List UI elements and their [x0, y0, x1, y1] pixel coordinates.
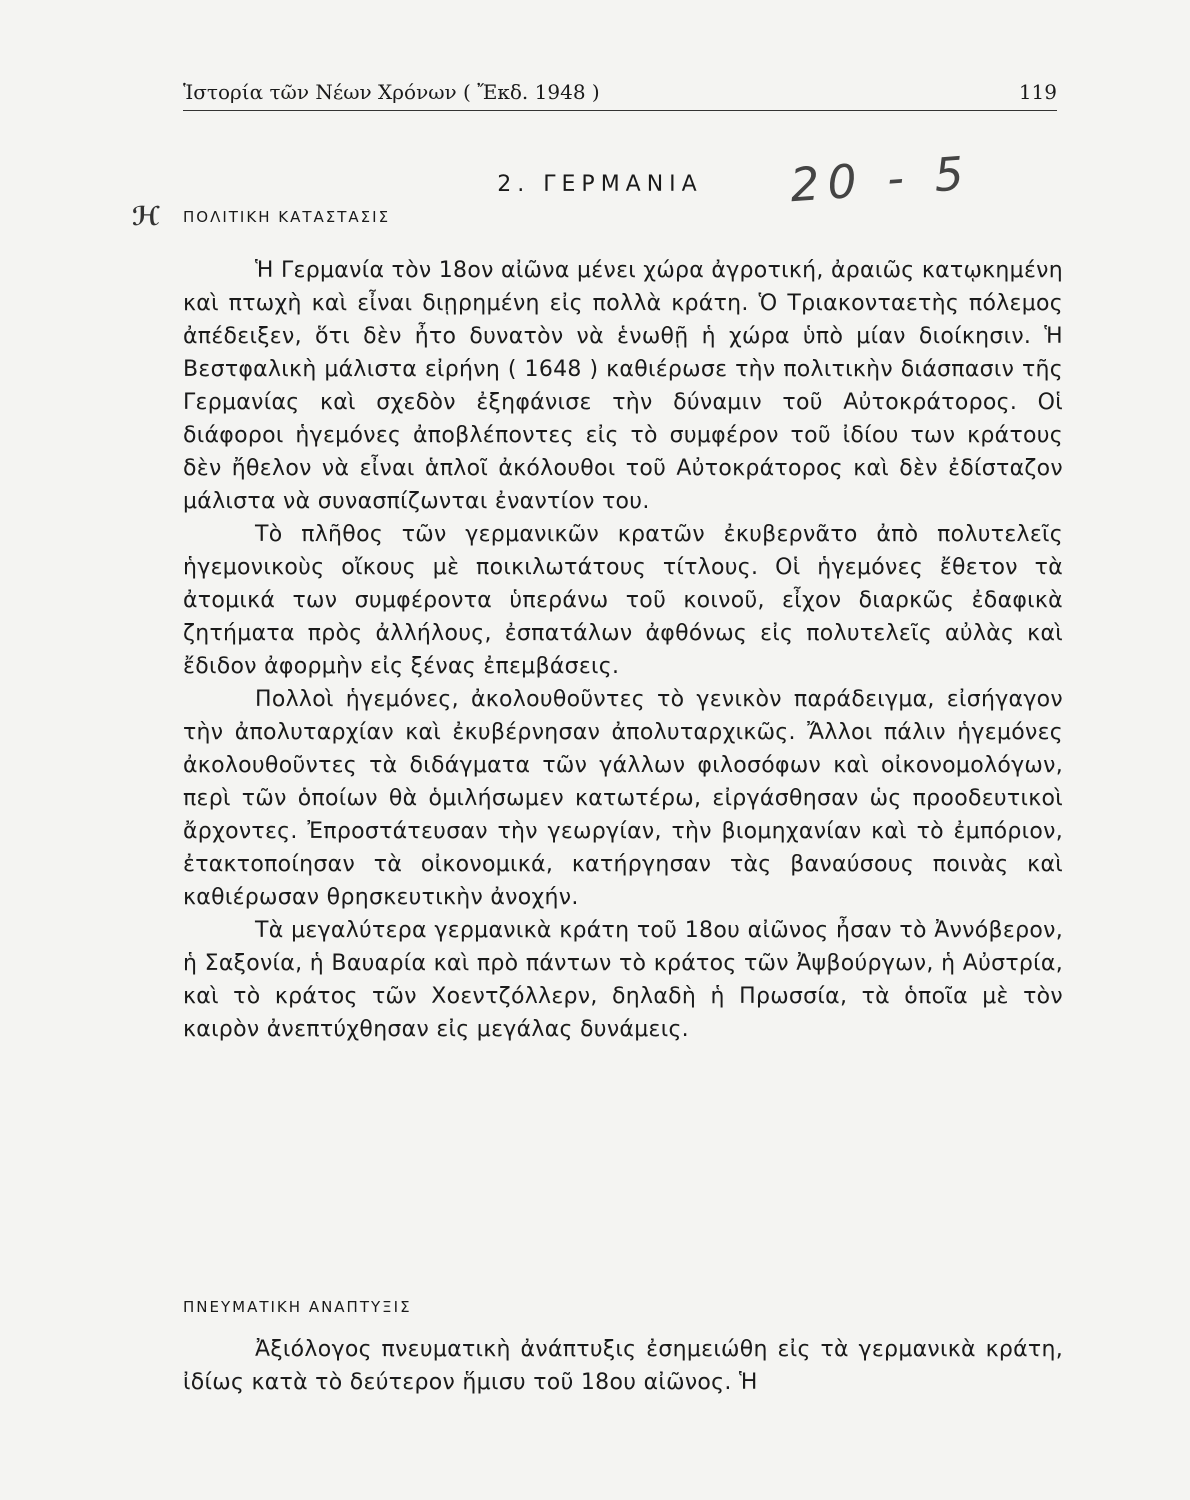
running-header: [183, 80, 1057, 111]
margin-mark: ℋ: [132, 202, 160, 232]
section-heading-political: ΠΟΛΙΤΙΚΗ ΚΑΤΑΣΤΑΣΙΣ: [183, 208, 391, 226]
section-heading-intellectual: ΠΝΕΥΜΑΤΙΚΗ ΑΝΑΠΤΥΞΙΣ: [183, 1298, 412, 1316]
page-number: 119: [1018, 80, 1057, 104]
paragraph: Τὸ πλῆθος τῶν γερμανικῶν κρατῶν ἐκυβερνᾶτο ἀπὸ πολυτελεῖς ἡγεμονικοὺς οἴκους μὲ ποικιλωτάτους τίτλους. Οἱ ἡγεμόνες ἔθετον τὰ ἀτομικά των συμφέροντα ὑπεράνω τοῦ κοινοῦ, εἶχον διαρκῶς ἐδαφικὰ ζητήματα πρὸς ἀλλήλους, ἐσπατάλων ἀφθόνως εἰς πολυτελεῖς αὐλὰς καὶ ἔδιδον ἀφορμὴν εἰς ξένας ἐπεμβάσεις.: [183, 522, 1063, 679]
section-body-intellectual: [183, 1333, 1063, 1399]
paragraph: Τὰ μεγαλύτερα γερμανικὰ κράτη τοῦ 18ου αἰῶνος ἦσαν τὸ Ἀννόβερον, ἡ Σαξονία, ἡ Βαυαρία καὶ πρὸ πάντων τὸ κράτος τῶν Ἀψβούργων, ἡ Αὐστρία, καὶ τὸ κράτος τῶν Χοεντζόλλερν, δηλαδὴ ἡ Πρωσσία, τὰ ὁποῖα μὲ τὸν καιρὸν ἀνεπτύχθησαν εἰς μεγάλας δυνάμεις.: [183, 918, 1063, 1042]
paragraph: Πολλοὶ ἡγεμόνες, ἀκολουθοῦντες τὸ γενικὸν παράδειγμα, εἰσήγαγον τὴν ἀπολυταρχίαν καὶ ἐκυβέρνησαν ἀπολυταρχικῶς. Ἄλλοι πάλιν ἡγεμόνες ἀκολουθοῦντες τὰ διδάγματα τῶν γάλλων φιλοσόφων καὶ οἰκονομολόγων, περὶ τῶν ὁποίων θὰ ὁμιλήσωμεν κατωτέρω, εἰργάσθησαν ὡς προοδευτικοὶ ἄρχοντες. Ἐπροστάτευσαν τὴν γεωργίαν, τὴν βιομηχανίαν καὶ τὸ ἐμπόριον, ἐτακτοποίησαν τὰ οἰκονομικά, κατήργησαν τὰς βαναύσους ποινὰς καὶ καθιέρωσαν θρησκευτικὴν ἀνοχήν.: [183, 687, 1063, 910]
handwritten-annotation: 20 - 5: [788, 145, 974, 213]
paragraph: Ἡ Γερμανία τὸν 18ον αἰῶνα μένει χώρα ἀγροτική, ἀραιῶς κατῳκημένη καὶ πτωχὴ καὶ εἶναι διῃρημένη εἰς πολλὰ κράτη. Ὁ Τριακονταετὴς πόλεμος ἀπέδειξεν, ὅτι δὲν ἦτο δυνατὸν νὰ ἑνωθῇ ἡ χώρα ὑπὸ μίαν διοίκησιν. Ἡ Βεστφαλικὴ μάλιστα εἰρήνη ( 1648 ) καθιέρωσε τὴν πολιτικὴν διάσπασιν τῆς Γερμανίας καὶ σχεδὸν ἐξηφάνισε τὴν δύναμιν τοῦ Αὐτοκράτορος. Οἱ διάφοροι ἡγεμόνες ἀποβλέποντες εἰς τὸ συμφέρον τοῦ ἰδίου των κράτους δὲν ἤθελον νὰ εἶναι ἁπλοῖ ἀκόλουθοι τοῦ Αὐτοκράτορος καὶ δὲν ἐδίσταζον μάλιστα νὰ συνασπίζωνται ἐναντίον του.: [183, 258, 1063, 514]
paragraph: Ἀξιόλογος πνευματικὴ ἀνάπτυξις ἐσημειώθη εἰς τὰ γερμανικὰ κράτη, ἰδίως κατὰ τὸ δεύτερον ἥμισυ τοῦ 18ου αἰῶνος. Ἡ: [183, 1337, 1063, 1395]
book-title: Ἱστορία τῶν Νέων Χρόνων ( Ἔκδ. 1948 ): [183, 80, 600, 104]
section-body-political: [183, 254, 1063, 1046]
chapter-title: 2. ΓΕΡΜΑΝΙΑ: [497, 172, 703, 197]
